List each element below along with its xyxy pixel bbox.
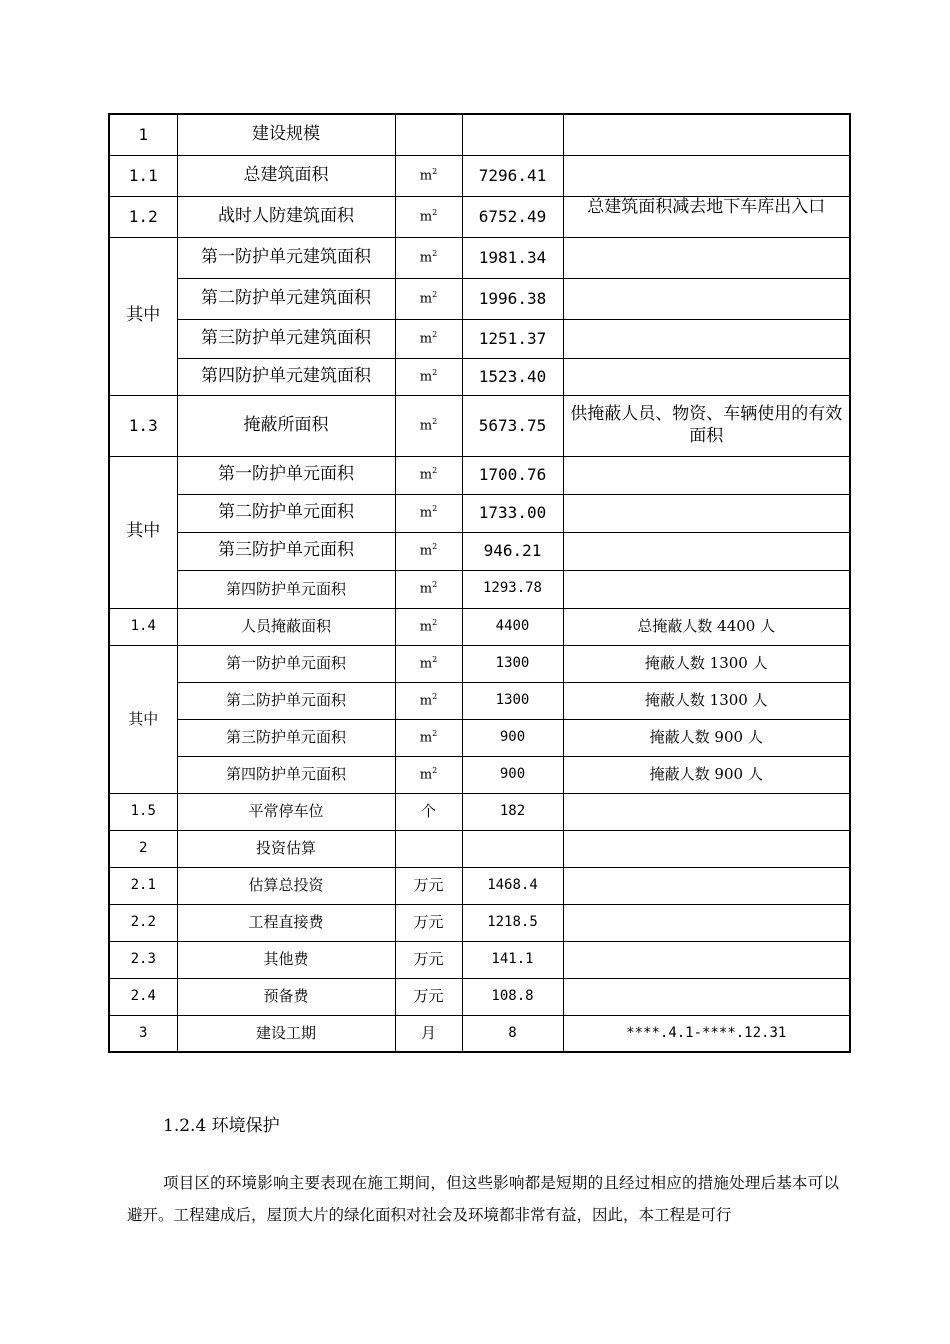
group-label: 其中: [109, 645, 177, 793]
value-cell: 1300: [462, 682, 563, 719]
row-number: 1.3: [109, 395, 177, 456]
row-number: 2.2: [109, 904, 177, 941]
table-row: [109, 608, 850, 645]
value-cell: 182: [462, 793, 563, 830]
unit-cell: [395, 395, 462, 456]
unit-m2-sup: 2: [432, 329, 438, 339]
item-name: 第四防护单元面积: [177, 756, 395, 793]
item-name: 工程直接费: [177, 904, 395, 941]
note-cell: [563, 319, 850, 358]
unit-m2-sup: 2: [432, 166, 438, 176]
item-name: 人员掩蔽面积: [177, 608, 395, 645]
section-title: 环境保护: [211, 1116, 280, 1136]
unit-cell: 万元: [395, 904, 462, 941]
unit-cell: [395, 155, 462, 196]
note-cell: [563, 978, 850, 1015]
item-name: 第一防护单元面积: [177, 456, 395, 494]
value-cell: 7296.41: [462, 155, 563, 196]
value-cell: 5673.75: [462, 395, 563, 456]
unit-m2-sup: 2: [432, 416, 438, 426]
table-row: [109, 719, 850, 756]
note-cell: [563, 196, 850, 237]
unit-m2: m: [419, 767, 433, 783]
table-row: [109, 395, 850, 456]
unit-cell: [395, 608, 462, 645]
table-row: [109, 278, 850, 319]
table-row: [109, 532, 850, 570]
project-data-table: [108, 113, 851, 1053]
unit-cell: [395, 494, 462, 532]
row-number: 1.1: [109, 155, 177, 196]
unit-cell: 万元: [395, 978, 462, 1015]
note-cell: [563, 358, 850, 395]
table-row: [109, 570, 850, 608]
value-cell: 1996.38: [462, 278, 563, 319]
unit-m2: m: [419, 505, 433, 521]
note-text: 供掩蔽人员、物资、车辆使用的有效面积: [563, 395, 850, 456]
note-cell: [563, 456, 850, 494]
row-number: 1.5: [109, 793, 177, 830]
table-row: [109, 645, 850, 682]
unit-m2: m: [419, 250, 433, 266]
value-cell: 1523.40: [462, 358, 563, 395]
unit-cell: [395, 830, 462, 867]
table-row: [109, 237, 850, 278]
item-name: 第四防护单元建筑面积: [177, 358, 395, 395]
note-cell: [563, 867, 850, 904]
item-name: 总建筑面积: [177, 155, 395, 196]
row-number: 2.1: [109, 867, 177, 904]
unit-m2: m: [419, 467, 433, 483]
note-cell: [563, 793, 850, 830]
row-number: 1: [109, 114, 177, 155]
item-name: 掩蔽所面积: [177, 395, 395, 456]
value-cell: 1300: [462, 645, 563, 682]
unit-cell: [395, 237, 462, 278]
unit-m2: m: [419, 693, 433, 709]
unit-m2-sup: 2: [432, 765, 438, 775]
value-cell: [462, 114, 563, 155]
unit-m2-sup: 2: [432, 542, 438, 552]
body-paragraph: 项目区的环境影响主要表现在施工期间，但这些影响都是短期的且经过相应的措施处理后基本可以避开。工程建成后，屋顶大片的绿化面积对社会及环境都非常有益，因此，本工程是可行: [127, 1174, 839, 1224]
row-number: 1.4: [109, 608, 177, 645]
note-text: ****.4.1-****.12.31: [563, 1015, 850, 1052]
unit-cell: 万元: [395, 941, 462, 978]
table-row: [109, 941, 850, 978]
value-cell: 6752.49: [462, 196, 563, 237]
note-text: 掩蔽人数 900 人: [563, 756, 850, 793]
unit-m2: m: [419, 168, 433, 184]
note-text: 掩蔽人数 1300 人: [563, 682, 850, 719]
value-cell: 900: [462, 719, 563, 756]
unit-m2: m: [419, 543, 433, 559]
unit-cell: [395, 682, 462, 719]
item-name: 平常停车位: [177, 793, 395, 830]
item-name: 第二防护单元建筑面积: [177, 278, 395, 319]
unit-cell: 万元: [395, 867, 462, 904]
row-number: 2.4: [109, 978, 177, 1015]
value-cell: 1293.78: [462, 570, 563, 608]
section-heading: [163, 1111, 280, 1136]
note-cell: [563, 532, 850, 570]
table-row: [109, 756, 850, 793]
table-row: [109, 978, 850, 1015]
value-cell: 4400: [462, 608, 563, 645]
table-row: [109, 682, 850, 719]
unit-cell: 月: [395, 1015, 462, 1052]
unit-cell: [395, 756, 462, 793]
unit-cell: [395, 570, 462, 608]
note-cell: [563, 941, 850, 978]
value-cell: 900: [462, 756, 563, 793]
unit-cell: [395, 532, 462, 570]
unit-cell: [395, 645, 462, 682]
value-cell: 1468.4: [462, 867, 563, 904]
table-row: [109, 904, 850, 941]
value-cell: 1218.5: [462, 904, 563, 941]
unit-m2-sup: 2: [432, 367, 438, 377]
unit-cell: [395, 358, 462, 395]
note-cell: [563, 830, 850, 867]
note-cell: [563, 278, 850, 319]
group-label: 其中: [109, 237, 177, 395]
unit-m2: m: [419, 291, 433, 307]
unit-m2: m: [419, 418, 433, 434]
value-cell: [462, 830, 563, 867]
unit-cell: 个: [395, 793, 462, 830]
item-name: 建设工期: [177, 1015, 395, 1052]
item-name: 第三防护单元面积: [177, 719, 395, 756]
value-cell: 8: [462, 1015, 563, 1052]
note-cell: [563, 494, 850, 532]
item-name: 第三防护单元建筑面积: [177, 319, 395, 358]
row-number: 2.3: [109, 941, 177, 978]
table-row: [109, 358, 850, 395]
note-text: 总建筑面积减去地下车库出入口: [587, 196, 826, 217]
value-cell: 1733.00: [462, 494, 563, 532]
table-row: [109, 196, 850, 237]
note-cell: [563, 155, 850, 196]
unit-m2: m: [419, 619, 433, 635]
table-row: [109, 114, 850, 155]
item-name: 其他费: [177, 941, 395, 978]
note-cell: [563, 570, 850, 608]
item-name: 第三防护单元面积: [177, 532, 395, 570]
item-name: 第二防护单元面积: [177, 494, 395, 532]
unit-m2-sup: 2: [432, 504, 438, 514]
section-number: 1.2.4: [163, 1116, 207, 1136]
unit-cell: [395, 456, 462, 494]
unit-m2: m: [419, 331, 433, 347]
table-row: [109, 494, 850, 532]
table-row: [109, 155, 850, 196]
item-name: 投资估算: [177, 830, 395, 867]
note-text: 掩蔽人数 1300 人: [563, 645, 850, 682]
unit-cell: [395, 196, 462, 237]
table-row: [109, 319, 850, 358]
note-cell: [563, 237, 850, 278]
table-row: [109, 830, 850, 867]
unit-m2: m: [419, 369, 433, 385]
row-number: 2: [109, 830, 177, 867]
table-row: [109, 1015, 850, 1052]
item-name: 战时人防建筑面积: [177, 196, 395, 237]
note-cell: [563, 904, 850, 941]
unit-cell: [395, 319, 462, 358]
unit-m2-sup: 2: [432, 580, 438, 590]
unit-m2-sup: 2: [432, 728, 438, 738]
unit-m2: m: [419, 656, 433, 672]
value-cell: 1251.37: [462, 319, 563, 358]
table-row: [109, 867, 850, 904]
unit-m2: m: [419, 581, 433, 597]
row-number: 3: [109, 1015, 177, 1052]
table-row: [109, 793, 850, 830]
item-name: 估算总投资: [177, 867, 395, 904]
unit-m2-sup: 2: [432, 691, 438, 701]
value-cell: 1981.34: [462, 237, 563, 278]
table-row: [109, 456, 850, 494]
item-name: 建设规模: [177, 114, 395, 155]
note-text: 总掩蔽人数 4400 人: [563, 608, 850, 645]
unit-m2-sup: 2: [432, 248, 438, 258]
unit-m2-sup: 2: [432, 207, 438, 217]
value-cell: 946.21: [462, 532, 563, 570]
unit-m2-sup: 2: [432, 466, 438, 476]
unit-m2: m: [419, 209, 433, 225]
value-cell: 1700.76: [462, 456, 563, 494]
unit-m2-sup: 2: [432, 617, 438, 627]
unit-m2-sup: 2: [432, 654, 438, 664]
unit-cell: [395, 114, 462, 155]
item-name: 第一防护单元面积: [177, 645, 395, 682]
item-name: 第一防护单元建筑面积: [177, 237, 395, 278]
unit-cell: [395, 719, 462, 756]
note-text: 掩蔽人数 900 人: [563, 719, 850, 756]
value-cell: 108.8: [462, 978, 563, 1015]
value-cell: 141.1: [462, 941, 563, 978]
note-cell: [563, 114, 850, 155]
unit-cell: [395, 278, 462, 319]
unit-m2-sup: 2: [432, 289, 438, 299]
unit-m2: m: [419, 730, 433, 746]
item-name: 预备费: [177, 978, 395, 1015]
item-name: 第四防护单元面积: [177, 570, 395, 608]
row-number: 1.2: [109, 196, 177, 237]
item-name: 第二防护单元面积: [177, 682, 395, 719]
group-label: 其中: [109, 456, 177, 608]
